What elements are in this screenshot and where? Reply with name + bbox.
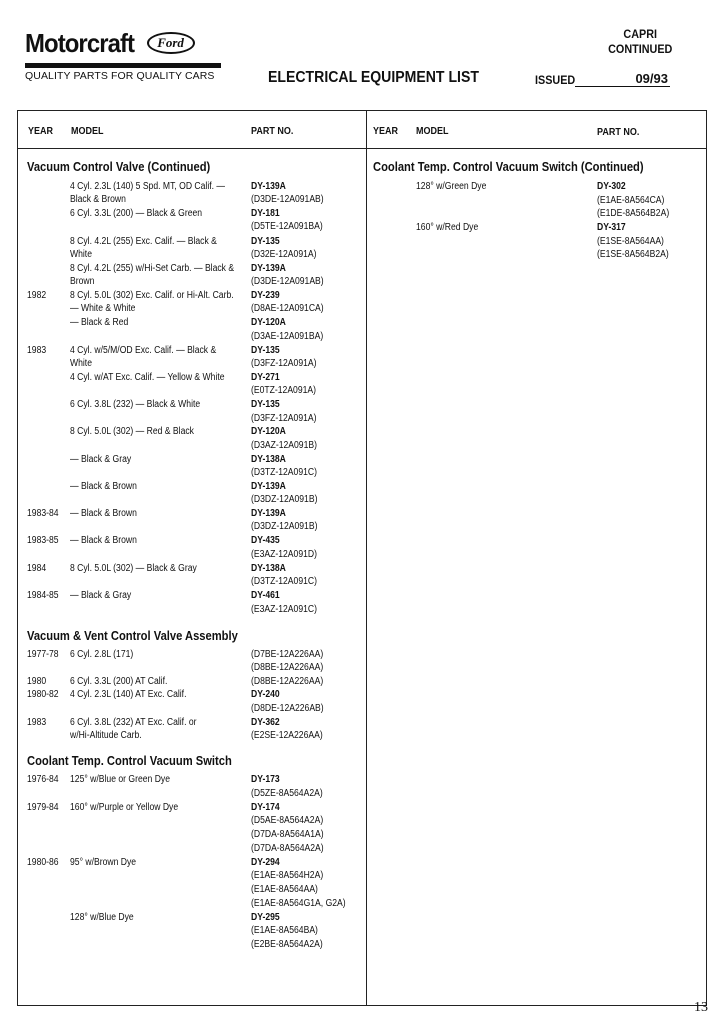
part-number: DY-139A xyxy=(251,181,286,192)
model-text: 4 Cyl. 2.3L (140) AT Exc. Calif. xyxy=(70,689,187,700)
model-text: 6 Cyl. 2.8L (171) xyxy=(70,649,134,660)
part-ref: (E1AE-8A564G1A, G2A) xyxy=(251,898,346,909)
model-text: White xyxy=(70,358,92,369)
model-text: 8 Cyl. 5.0L (302) — Red & Black xyxy=(70,426,194,437)
model-text: 4 Cyl. w/AT Exc. Calif. — Yellow & White xyxy=(70,372,225,383)
part-number: DY-294 xyxy=(251,857,280,868)
year-text: 1984 xyxy=(27,563,47,574)
part-number: DY-139A xyxy=(251,481,286,492)
part-ref: (D5AE-8A564A2A) xyxy=(251,815,324,826)
part-number: DY-240 xyxy=(251,689,280,700)
model-text: 95° w/Brown Dye xyxy=(70,857,137,868)
model-text: 128° w/Blue Dye xyxy=(70,912,134,923)
part-number: DY-138A xyxy=(251,563,286,574)
part-ref: (E1AE-8A564AA) xyxy=(251,884,318,895)
part-ref: (E1SE-8A564B2A) xyxy=(597,249,669,260)
part-ref: (D8BE-12A226AA) xyxy=(251,676,324,687)
year-text: 1983 xyxy=(27,717,47,728)
section-title: Vacuum Control Valve (Continued) xyxy=(27,159,211,174)
motorcraft-logo xyxy=(25,26,195,60)
part-ref: (D7BE-12A226AA) xyxy=(251,649,324,660)
model-text: White xyxy=(70,249,92,260)
part-ref: (D32E-12A091A) xyxy=(251,249,317,260)
part-ref: (D5TE-12A091BA) xyxy=(251,221,323,232)
part-ref: (D3DE-12A091AB) xyxy=(251,194,324,205)
part-ref: (D3DE-12A091AB) xyxy=(251,276,324,287)
part-number: DY-181 xyxy=(251,208,280,219)
model-text: 8 Cyl. 5.0L (302) Exc. Calif. or Hi-Alt. Carb. xyxy=(70,290,234,301)
part-ref: (E1SE-8A564AA) xyxy=(597,236,664,247)
year-text: 1980-86 xyxy=(27,857,59,868)
year-text: 1983-84 xyxy=(27,508,59,519)
part-ref: (D3TZ-12A091C) xyxy=(251,576,317,587)
part-ref: (E0TZ-12A091A) xyxy=(251,385,317,396)
part-ref: (D7DA-8A564A1A) xyxy=(251,829,324,840)
part-ref: (E1AE-8A564BA) xyxy=(251,925,318,936)
part-ref: (D3AZ-12A091B) xyxy=(251,440,317,451)
part-ref: (D3TZ-12A091C) xyxy=(251,467,317,478)
part-ref: (D3FZ-12A091A) xyxy=(251,358,317,369)
logo-underline xyxy=(25,63,221,68)
model-text: 160° w/Red Dye xyxy=(416,222,479,233)
year-text: 1980-82 xyxy=(27,689,59,700)
part-number: DY-120A xyxy=(251,426,286,437)
model-text: 6 Cyl. 3.3L (200) AT Calif. xyxy=(70,676,168,687)
model-text: 8 Cyl. 5.0L (302) — Black & Gray xyxy=(70,563,197,574)
part-ref: (E2SE-12A226AA) xyxy=(251,730,323,741)
model-text: — Black & Red xyxy=(70,317,129,328)
year-text: 1976-84 xyxy=(27,774,59,785)
part-number: DY-295 xyxy=(251,912,280,923)
col-header-year-right: YEAR xyxy=(373,126,399,137)
part-ref: (D3AE-12A091BA) xyxy=(251,331,324,342)
model-text: 128° w/Green Dye xyxy=(416,181,487,192)
part-number: DY-239 xyxy=(251,290,280,301)
model-text: Black & Brown xyxy=(70,194,126,205)
part-ref: (D3FZ-12A091A) xyxy=(251,413,317,424)
model-text: 6 Cyl. 3.3L (200) — Black & Green xyxy=(70,208,203,219)
model-text: 8 Cyl. 4.2L (255) Exc. Calif. — Black & xyxy=(70,236,217,247)
part-number: DY-271 xyxy=(251,372,280,383)
year-text: 1980 xyxy=(27,676,47,687)
col-header-part-right: PART NO. xyxy=(597,127,640,138)
part-number: DY-135 xyxy=(251,236,280,247)
issued-label: ISSUED xyxy=(535,73,576,87)
column-divider xyxy=(366,110,367,1006)
header-rule xyxy=(17,148,707,149)
continued-label: CONTINUED xyxy=(607,42,672,56)
model-text: — Black & Brown xyxy=(70,508,137,519)
year-text: 1984-85 xyxy=(27,590,59,601)
model-text: 6 Cyl. 3.8L (232) — Black & White xyxy=(70,399,201,410)
ford-badge-text: Ford xyxy=(157,35,184,50)
part-ref: (D7DA-8A564A2A) xyxy=(251,843,324,854)
part-number: DY-120A xyxy=(251,317,286,328)
part-number: DY-138A xyxy=(251,454,286,465)
part-number: DY-139A xyxy=(251,263,286,274)
model-text: 125° w/Blue or Green Dye xyxy=(70,774,171,785)
year-text: 1983-85 xyxy=(27,535,59,546)
col-header-model-left: MODEL xyxy=(71,126,104,137)
part-number: DY-302 xyxy=(597,181,626,192)
page-number: 13 xyxy=(694,1000,708,1015)
year-text: 1982 xyxy=(27,290,47,301)
ford-oval-icon xyxy=(147,32,195,54)
model-text: 160° w/Purple or Yellow Dye xyxy=(70,802,179,813)
part-number: DY-174 xyxy=(251,802,280,813)
part-ref: (D3DZ-12A091B) xyxy=(251,494,318,505)
part-number: DY-135 xyxy=(251,399,280,410)
part-ref: (D8DE-12A226AB) xyxy=(251,703,324,714)
part-ref: (E2BE-8A564A2A) xyxy=(251,939,323,950)
brand-name: Motorcraft xyxy=(25,27,135,58)
part-ref: (E1AE-8A564H2A) xyxy=(251,870,324,881)
part-ref: (D3DZ-12A091B) xyxy=(251,521,318,532)
section-title: Vacuum & Vent Control Valve Assembly xyxy=(27,628,238,643)
col-header-model-right: MODEL xyxy=(416,126,449,137)
part-ref: (E1DE-8A564B2A) xyxy=(597,208,670,219)
part-ref: (E3AZ-12A091C) xyxy=(251,604,317,615)
part-ref: (D8BE-12A226AA) xyxy=(251,662,324,673)
year-text: 1979-84 xyxy=(27,802,59,813)
model-text: Brown xyxy=(70,276,95,287)
year-text: 1983 xyxy=(27,345,47,356)
tagline: QUALITY PARTS FOR QUALITY CARS xyxy=(25,70,215,82)
model-text: — Black & Gray xyxy=(70,454,132,465)
section-title: Coolant Temp. Control Vacuum Switch xyxy=(27,753,232,768)
model-text: — White & White xyxy=(70,303,136,314)
part-number: DY-135 xyxy=(251,345,280,356)
part-ref: (D8AE-12A091CA) xyxy=(251,303,324,314)
model-text: 4 Cyl. 2.3L (140) 5 Spd. MT, OD Calif. — xyxy=(70,181,226,192)
part-number: DY-461 xyxy=(251,590,280,601)
model-text: — Black & Brown xyxy=(70,481,137,492)
section-title: Coolant Temp. Control Vacuum Switch (Continued) xyxy=(373,159,644,174)
model-text: 8 Cyl. 4.2L (255) w/Hi-Set Carb. — Black & xyxy=(70,263,235,274)
model-text: — Black & Brown xyxy=(70,535,137,546)
part-number: DY-317 xyxy=(597,222,626,233)
part-ref: (E3AZ-12A091D) xyxy=(251,549,317,560)
document-title: ELECTRICAL EQUIPMENT LIST xyxy=(268,69,479,86)
part-number: DY-173 xyxy=(251,774,280,785)
model-name: CAPRI xyxy=(623,27,657,41)
model-text: w/Hi-Altitude Carb. xyxy=(70,730,142,741)
col-header-part-left: PART NO. xyxy=(251,126,294,137)
part-number: DY-362 xyxy=(251,717,280,728)
model-text: 6 Cyl. 3.8L (232) AT Exc. Calif. or xyxy=(70,717,197,728)
model-text: 4 Cyl. w/5/M/OD Exc. Calif. — Black & xyxy=(70,345,217,356)
vehicle-model-header xyxy=(608,27,672,57)
model-text: — Black & Gray xyxy=(70,590,132,601)
part-number: DY-435 xyxy=(251,535,280,546)
col-header-year-left: YEAR xyxy=(28,126,54,137)
issued-date: 09/93 xyxy=(575,71,670,87)
part-ref: (D5ZE-8A564A2A) xyxy=(251,788,323,799)
part-number: DY-139A xyxy=(251,508,286,519)
part-ref: (E1AE-8A564CA) xyxy=(597,195,665,206)
year-text: 1977-78 xyxy=(27,649,59,660)
